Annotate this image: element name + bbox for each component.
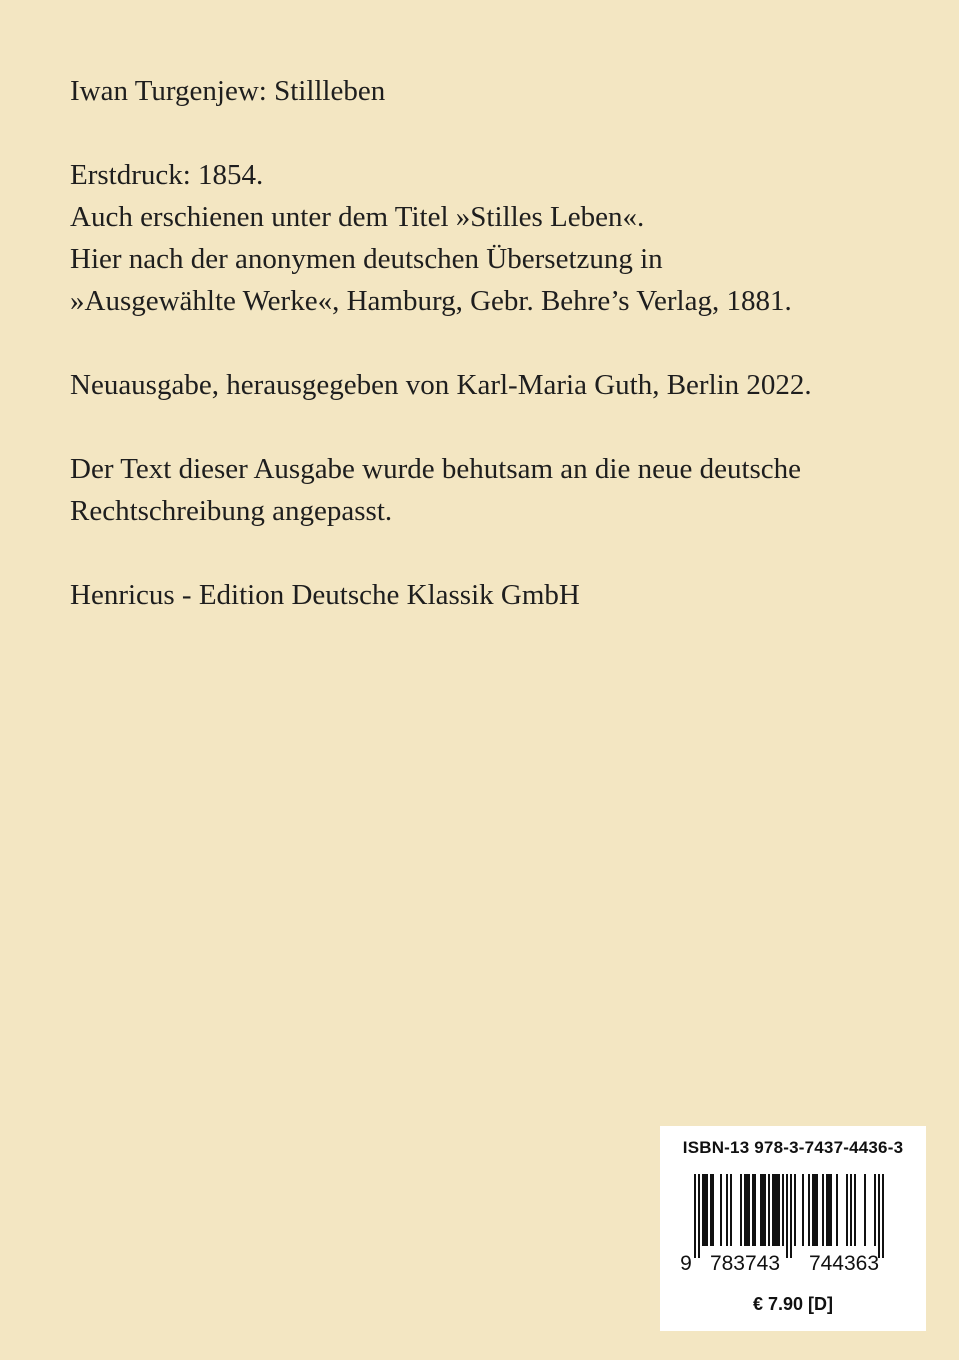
barcode-bar (830, 1174, 832, 1246)
barcode-bars (694, 1174, 884, 1258)
title-paragraph (70, 70, 930, 112)
barcode-bar (854, 1174, 856, 1246)
barcode-bar (752, 1174, 754, 1246)
colophon (70, 70, 930, 616)
barcode-bar (712, 1174, 714, 1246)
barcode-bar (772, 1174, 774, 1246)
barcode-bar (762, 1174, 764, 1246)
barcode-guard-bar (790, 1174, 792, 1258)
first-print-line: Erstdruck: 1854. (70, 159, 264, 191)
barcode-bar (816, 1174, 818, 1246)
barcode-bar (746, 1174, 748, 1246)
barcode-bar (702, 1174, 704, 1246)
source-line-1: Hier nach der anonymen deutschen Übersetzung in (70, 243, 663, 275)
barcode-guard-bar (698, 1174, 700, 1258)
new-edition-line: Neuausgabe, herausgegeben von Karl-Maria Guth, Berlin 2022. (70, 369, 812, 401)
orthography-paragraph (70, 448, 930, 532)
publication-history (70, 154, 930, 322)
price-label: € 7.90 [D] (752, 1294, 834, 1314)
barcode-graphic (680, 1174, 906, 1278)
barcode-bar (778, 1174, 780, 1246)
orthography-line-1: Der Text dieser Ausgabe wurde behutsam an die neue deutsche (70, 453, 802, 485)
barcode-bar (726, 1174, 728, 1246)
barcode-digits-left: 783743 (709, 1252, 781, 1275)
barcode-bar (706, 1174, 708, 1246)
publisher-paragraph (70, 574, 930, 616)
barcode-digits-right: 744363 (808, 1252, 880, 1275)
barcode-bar (874, 1174, 876, 1246)
barcode-bar (808, 1174, 810, 1246)
barcode-bar (828, 1174, 830, 1246)
barcode-bar (850, 1174, 852, 1246)
barcode-bar (764, 1174, 766, 1246)
barcode-bar (768, 1174, 770, 1246)
barcode-bar (720, 1174, 722, 1246)
barcode-bar (748, 1174, 750, 1246)
isbn-label: ISBN-13 978-3-7437-4436-3 (682, 1138, 904, 1157)
title-line: Iwan Turgenjew: Stillleben (70, 75, 386, 107)
barcode-bar (744, 1174, 746, 1246)
barcode-bar (826, 1174, 828, 1246)
barcode-bar (836, 1174, 838, 1246)
publisher-line: Henricus - Edition Deutsche Klassik GmbH (70, 579, 580, 611)
barcode-bar (782, 1174, 784, 1246)
barcode-bar (802, 1174, 804, 1246)
barcode-guard-bar (878, 1174, 880, 1258)
barcode-bar (846, 1174, 848, 1246)
barcode-bar (812, 1174, 814, 1246)
barcode-guard-bar (786, 1174, 788, 1258)
barcode-bar (822, 1174, 824, 1246)
new-edition-paragraph (70, 364, 930, 406)
barcode-bar (776, 1174, 778, 1246)
barcode-bar (754, 1174, 756, 1246)
barcode-guard-bar (882, 1174, 884, 1258)
barcode-guard-bar (694, 1174, 696, 1258)
barcode-bar (710, 1174, 712, 1246)
isbn-barcode-box (660, 1126, 926, 1331)
also-published-line: Auch erschienen unter dem Titel »Stilles Leben«. (70, 201, 645, 233)
barcode-digit-first: 9 (680, 1252, 692, 1275)
barcode-bar (794, 1174, 796, 1246)
source-line-2: »Ausgewählte Werke«, Hamburg, Gebr. Behre’s Verlag, 1881. (70, 285, 792, 317)
barcode-bar (864, 1174, 866, 1246)
barcode-bar (704, 1174, 706, 1246)
barcode-bar (760, 1174, 762, 1246)
barcode-bar (740, 1174, 742, 1246)
barcode-bar (814, 1174, 816, 1246)
barcode-bar (774, 1174, 776, 1246)
orthography-line-2: Rechtschreibung angepasst. (70, 495, 393, 527)
barcode-bar (730, 1174, 732, 1246)
